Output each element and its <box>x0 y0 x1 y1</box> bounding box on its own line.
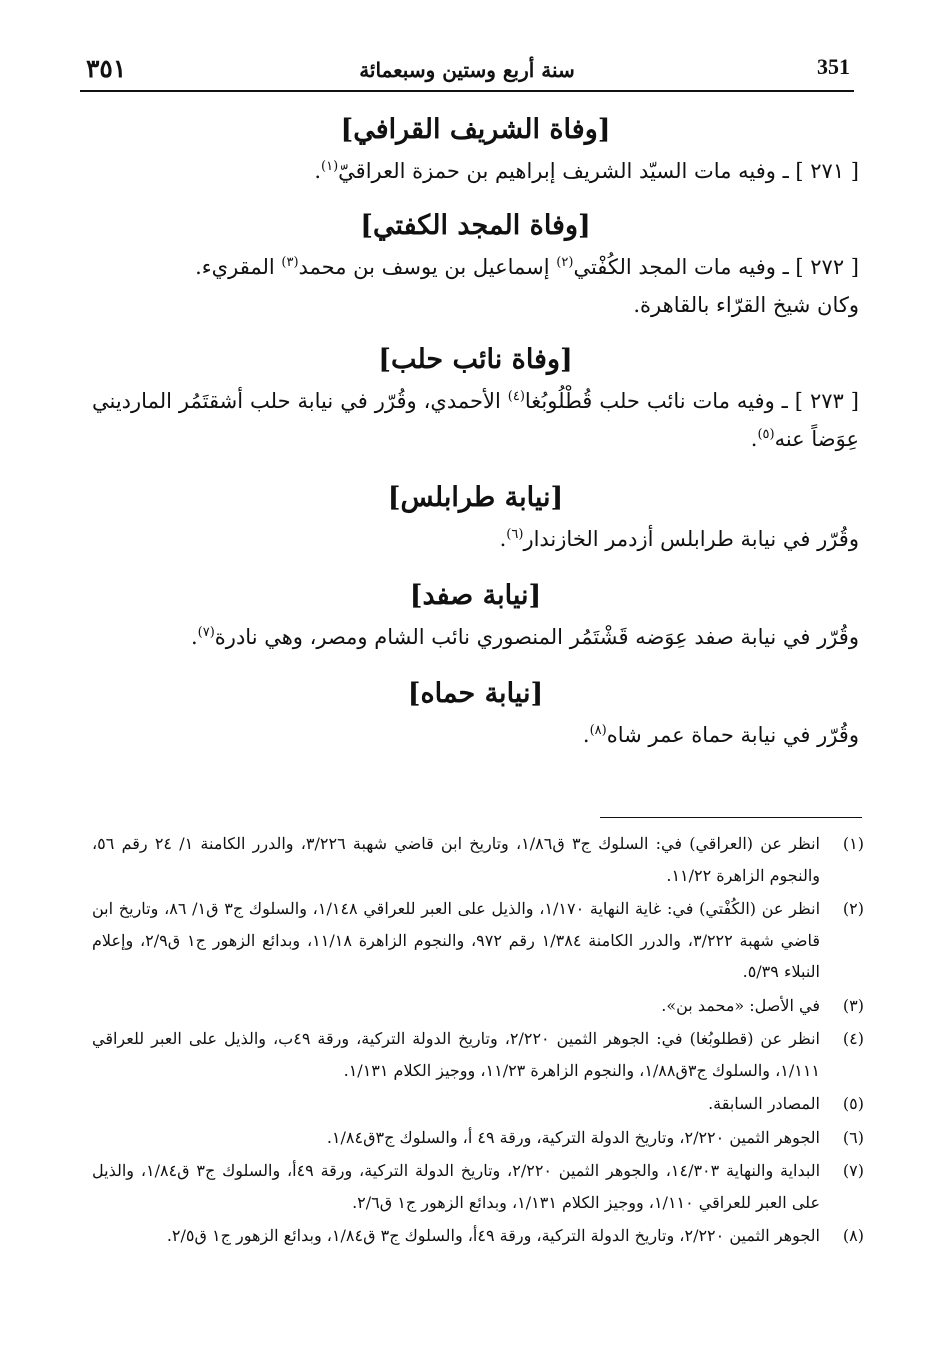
running-head-title: سنة أربع وستين وسبعمائة <box>359 58 575 82</box>
paragraph-text: وقُرّر في نيابة صفد عِوَضه قَشْتَمُر المنصوري نائب الشام ومصر، وهي نادرة <box>214 625 859 649</box>
footnote-text: انظر عن (الكُفْتي) في: غاية النهاية ١/١٧٠، والذيل على العبر للعراقي ١/١٤٨، والسلوك ج٣ ق١/ ٨٦، وتاريخ ابن قاضي شهبة ٣/٢٢٢، والدرر الكامنة ١/٣٨٤ رقم ٩٧٢، والنجوم الزاهرة ١١/١٨، وبدائع الزهور ج١ ق٢/٩، وإعلام النبلاء ٥/٣٩. <box>92 899 821 981</box>
footnote-text: انظر عن (العراقي) في: السلوك ج٣ ق١/٨٦، وتاريخ ابن قاضي شهبة ٣/٢٢٦، والدرر الكامنة ١/ ٢٤ رقم ٥٦، والنجوم الزاهرة ١١/٢٢. <box>92 834 820 885</box>
section-heading: [وفاة الشريف القرافي] <box>340 114 611 145</box>
entry-paragraph <box>92 716 859 754</box>
footnote-text: الجوهر الثمين ٢/٢٢٠، وتاريخ الدولة التركية، ورقة ٤٩أ، والسلوك ج٣ ق١/٨٤، وبدائع الزهور ج١ ق٢/٥. <box>166 1226 820 1245</box>
entry-paragraph <box>92 152 859 190</box>
footnote-number: (٣) <box>842 995 864 1015</box>
paragraph-tail: الأحمدي، وقُرّر في نيابة حلب أشقتَمُر المارديني عِوَضاً عنه <box>92 389 859 451</box>
footnote-item <box>92 1220 864 1252</box>
footnote-text: الجوهر الثمين ٢/٢٢٠، وتاريخ الدولة التركية، ورقة ٤٩ أ، والسلوك ج٣ق١/٨٤. <box>326 1127 820 1147</box>
footnote-ref[interactable]: (٨) <box>589 723 607 738</box>
paragraph-tail: . <box>582 723 590 747</box>
footnote-number: (٥) <box>842 1094 864 1113</box>
footnote-ref[interactable]: (٢) <box>556 255 574 270</box>
main-text <box>92 108 859 762</box>
header-rule <box>80 90 854 92</box>
page-number-arabic: ٣٥١ <box>86 54 127 83</box>
footnote-item <box>92 893 864 988</box>
footnote-number: (١) <box>842 834 864 853</box>
paragraph-text: وقُرّر في نيابة حماة عمر شاه <box>606 723 859 747</box>
footnote-text: البداية والنهاية ١٤/٣٠٣، والجوهر الثمين ٢/٢٢٠، وتاريخ الدولة التركية، ورقة ٤٩أ، والسلوك ج٣ ق١/٨٤، والذيل على العبر للعراقي ١/١١٠، ووجيز الكلام ١/١٣١، وبدائع الزهور ج١ ق٢/٦. <box>92 1161 821 1212</box>
paragraph-tail: . <box>190 625 198 649</box>
paragraph-tail: إسماعيل بن يوسف بن محمد <box>298 255 557 279</box>
footnote-item <box>92 828 864 891</box>
footnote-text: انظر عن (قطلوبُغا) في: الجوهر الثمين ٢/٢٢٠، وتاريخ الدولة التركية، ورقة ٤٩ب، والذيل على العبر للعراقي ١/١١١، والسلوك ج٣ق١/٨٨، والنجوم الزاهرة ١١/٢٣، ووجيز الكلام ١/١٣١. <box>92 1029 821 1080</box>
section-heading: [نيابة صفد] <box>409 580 542 611</box>
paragraph-tail: . <box>750 427 758 451</box>
entry-paragraph <box>92 520 859 558</box>
entry-paragraph <box>92 618 859 656</box>
paragraph-tail: المقريء. <box>195 255 282 279</box>
footnote-item <box>92 990 864 1022</box>
paragraph-text: [ ٢٧٣ ] ـ وفيه مات نائب حلب قُطْلُوبُغا <box>524 389 859 413</box>
footnote-item <box>92 1155 864 1218</box>
footnote-number: (٢) <box>842 899 864 918</box>
footnote-number: (٧) <box>842 1161 864 1180</box>
footnote-text: في الأصل: «محمد بن». <box>661 995 820 1015</box>
footnote-separator <box>600 817 862 818</box>
footnote-ref[interactable]: (٤) <box>507 389 525 404</box>
footnote-text: المصادر السابقة. <box>708 1094 820 1113</box>
paragraph-text: وقُرّر في نيابة طرابلس أزدمر الخازندار <box>523 527 859 551</box>
paragraph-tail: . <box>499 527 507 551</box>
running-head <box>80 52 854 92</box>
footnote-ref[interactable]: (٥) <box>757 427 775 442</box>
footnote-item <box>92 1088 864 1120</box>
footnote-item <box>92 1023 864 1086</box>
footnotes <box>92 828 864 1254</box>
entry-paragraph <box>92 286 859 324</box>
paragraph-tail: . <box>314 159 322 183</box>
entry-paragraph <box>92 382 859 458</box>
footnote-number: (٨) <box>842 1226 864 1245</box>
section-heading: [وفاة المجد الكفتي] <box>360 210 591 241</box>
footnote-ref[interactable]: (٧) <box>197 625 215 640</box>
paragraph-text: وكان شيخ القرّاء بالقاهرة. <box>633 293 859 317</box>
section-heading: [وفاة نائب حلب] <box>378 344 573 375</box>
footnote-ref[interactable]: (١) <box>321 159 339 174</box>
section-heading: [نيابة طرابلس] <box>387 482 564 513</box>
paragraph-text: [ ٢٧١ ] ـ وفيه مات السيّد الشريف إبراهيم بن حمزة العراقيّ <box>338 159 859 183</box>
paragraph-text: [ ٢٧٢ ] ـ وفيه مات المجد الكُفْتي <box>573 255 859 279</box>
page-number-latin: 351 <box>817 54 850 79</box>
footnote-item <box>92 1122 864 1154</box>
footnote-ref[interactable]: (٦) <box>506 527 524 542</box>
footnote-number: (٤) <box>842 1029 864 1048</box>
footnote-ref[interactable]: (٣) <box>281 255 299 270</box>
section-heading: [نيابة حماه] <box>407 678 544 709</box>
entry-paragraph <box>92 248 859 286</box>
footnote-number: (٦) <box>842 1127 864 1147</box>
